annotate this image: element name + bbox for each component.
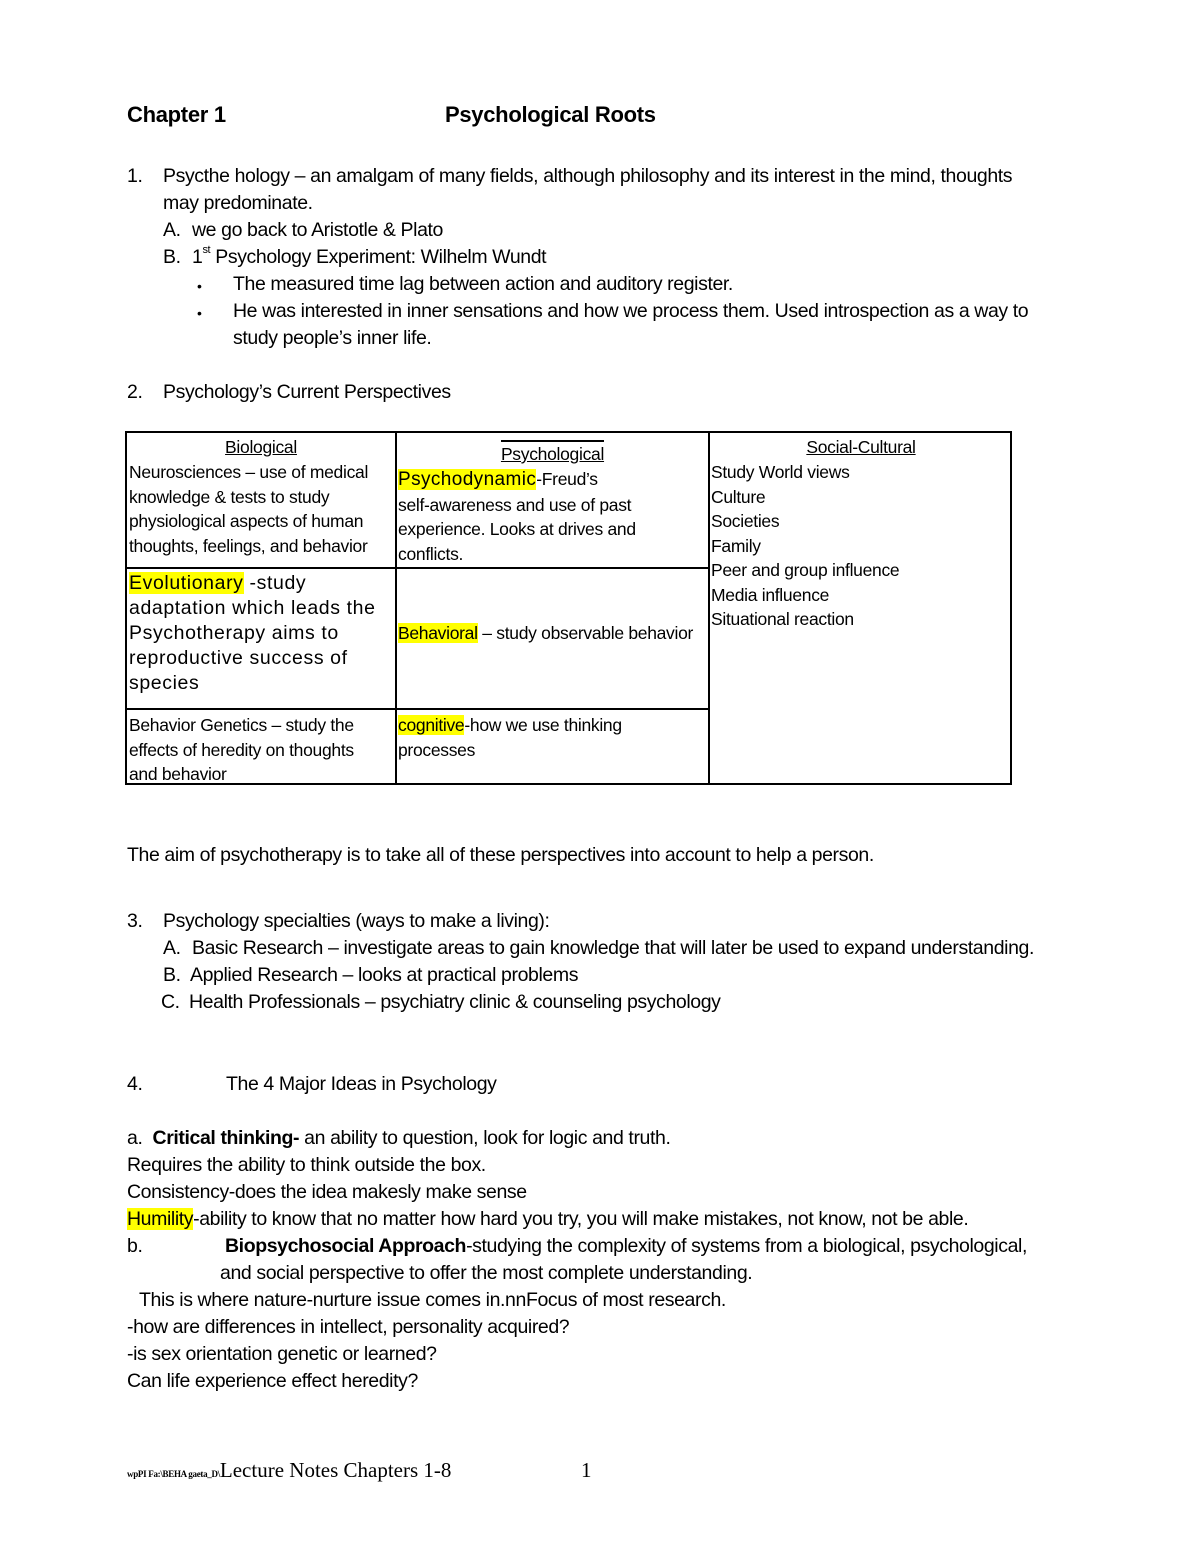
- idea-b-marker: b.: [127, 1235, 143, 1257]
- section-1-bullet-2-line1: He was interested in inner sensations and how we process them. Used introspection as a way to: [233, 300, 1029, 322]
- nature-nurture-line: This is where nature-nurture issue comes in.nnFocus of most research.: [139, 1289, 726, 1311]
- section-4-heading: The 4 Major Ideas in Psychology: [226, 1073, 497, 1095]
- question-3: Can life experience effect heredity?: [127, 1370, 418, 1392]
- biological-evolutionary: Evolutionary -study adaptation which leads the Psychotherapy aims to reproductive success of species: [129, 572, 376, 694]
- idea-a-line3: Consistency-does the idea makesly make sense: [127, 1181, 527, 1203]
- psychological-psychodynamic: Psychodynamic-Freud’s self-awareness and use of past experience. Looks at drives and conflicts.: [398, 469, 636, 564]
- aim-statement: The aim of psychotherapy is to take all of these perspectives into account to help a person.: [127, 844, 874, 866]
- page-title: Psychological Roots: [445, 102, 656, 127]
- chapter-label: Chapter 1: [127, 102, 226, 127]
- biological-behavior-genetics: Behavior Genetics – study the effects of heredity on thoughts and behavior: [129, 715, 354, 784]
- section-3-b-text: Applied Research – looks at practical problems: [190, 964, 579, 986]
- section-1-bullet-1: The measured time lag between action and auditory register.: [233, 273, 733, 295]
- section-1-bullet-2-line2: study people’s inner life.: [233, 327, 432, 349]
- footer: [127, 1458, 451, 1483]
- psychological-behavioral: Behavioral – study observable behavior: [398, 623, 694, 643]
- section-3-a-marker: A.: [163, 937, 181, 959]
- page-number: 1: [581, 1458, 592, 1482]
- section-3-c-text: Health Professionals – psychiatry clinic & counseling psychology: [189, 991, 721, 1013]
- social-cultural-header: Social-Cultural: [806, 437, 916, 457]
- idea-a-humility: Humility-ability to know that no matter how hard you try, you will make mistakes, not know, not be able.: [127, 1208, 969, 1230]
- section-1-number: 1.: [127, 165, 143, 187]
- section-4-number: 4.: [127, 1073, 143, 1095]
- section-3-number: 3.: [127, 910, 143, 932]
- footer-label: Lecture Notes Chapters 1-8: [219, 1458, 452, 1482]
- section-1-b-text: 1st Psychology Experiment: Wilhelm Wundt: [192, 244, 547, 268]
- section-3-a-text: Basic Research – investigate areas to gain knowledge that will later be used to expand understanding.: [192, 937, 1034, 959]
- idea-b-line1: Biopsychosocial Approach-studying the complexity of systems from a biological, psychological,: [225, 1235, 1027, 1257]
- idea-a-line2: Requires the ability to think outside the box.: [127, 1154, 486, 1176]
- section-2-heading: Psychology’s Current Perspectives: [163, 381, 451, 403]
- question-1: -how are differences in intellect, personality acquired?: [127, 1316, 570, 1338]
- section-1-line1: Psycthe hology – an amalgam of many fields, although philosophy and its interest in the mind, thoughts: [163, 165, 1013, 187]
- question-2: -is sex orientation genetic or learned?: [127, 1343, 437, 1365]
- biological-neurosciences: Neurosciences – use of medical knowledge & tests to study physiological aspects of human thoughts, feelings, and behavior: [129, 462, 369, 556]
- section-3-b-marker: B.: [163, 964, 181, 986]
- bullet-icon: •: [197, 305, 202, 321]
- footer-path: wpPI Fa:\BEHA gaeta_D\: [127, 1469, 220, 1479]
- idea-a-line: a. Critical thinking- an ability to question, look for logic and truth.: [127, 1127, 671, 1149]
- section-3-c-marker: C.: [161, 991, 180, 1013]
- biological-header: Biological: [225, 437, 297, 457]
- section-2-number: 2.: [127, 381, 143, 403]
- social-cultural-list: Study World views Culture Societies Family Peer and group influence Media influence Situational reaction: [711, 462, 900, 629]
- idea-b-line2: and social perspective to offer the most complete understanding.: [220, 1262, 753, 1284]
- section-3-heading: Psychology specialties (ways to make a living):: [163, 910, 550, 932]
- section-1-line2: may predominate.: [163, 192, 313, 214]
- bullet-icon: •: [197, 278, 202, 294]
- psychological-header: Psychological: [397, 440, 708, 467]
- perspectives-table: [125, 431, 1012, 785]
- section-1-a-marker: A.: [163, 219, 181, 241]
- section-1-b-marker: B.: [163, 246, 181, 268]
- psychological-cognitive: cognitive-how we use thinking processes: [398, 715, 622, 760]
- section-1-a-text: we go back to Aristotle & Plato: [192, 219, 443, 241]
